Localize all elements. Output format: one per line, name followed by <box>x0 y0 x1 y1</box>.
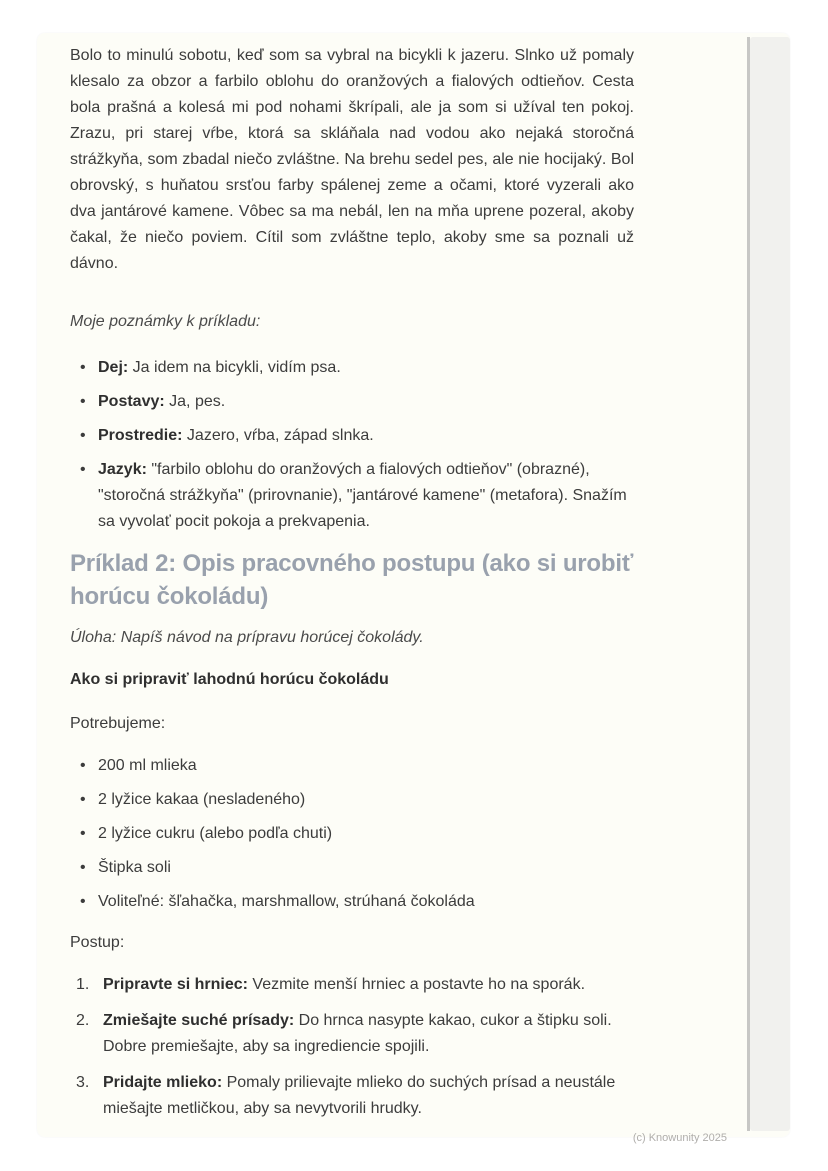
list-item: • Štipka soli <box>78 855 634 881</box>
list-item: • 2 lyžice cukru (alebo podľa chuti) <box>78 821 634 847</box>
list-item <box>76 1008 634 1060</box>
ingredients-list <box>70 753 634 915</box>
note-label: Dej: <box>98 359 129 376</box>
scrollbar-thumb[interactable] <box>747 37 750 1131</box>
note-label: Jazyk: <box>98 461 147 478</box>
note-text: Ja, pes. <box>164 393 226 410</box>
story-paragraph: Bolo to minulú sobotu, keď som sa vybral na bicykli k jazeru. Slnko už pomaly klesalo za obzor a farbilo oblohu do oranžových a fialových odtieňov. Cesta bola prašná a kolesá mi pod nohami škrípali, ale ja som si užíval ten pokoj. Zrazu, pri starej vŕbe, ktorá sa skláňala nad vodou ako nejaká storočná strážkyňa, som zbadal niečo zvláštne. Na brehu sedel pes, ale nie hocijaký. Bol obrovský, s huňatou srsťou farby spálenej zeme a očami, ktoré vyzerali ako dva jantárové kamene. Vôbec sa ma nebál, len na mňa uprene pozeral, akoby čakal, že niečo poviem. Cítil som zvláštne teplo, akoby sme sa poznali už dávno. <box>70 47 634 272</box>
document-content <box>70 33 634 1122</box>
ingredients-label: Potrebujeme: <box>70 715 166 732</box>
step-text: Pomaly prilievajte mlieko do suchých prísad a neustále miešajte metličkou, aby sa nevytvorili hrudky. <box>103 1074 616 1117</box>
list-item <box>78 423 634 449</box>
list-item: • 200 ml mlieka <box>78 753 634 779</box>
step-text: Do hrnca nasypte kakao, cukor a štipku soli. Dobre premiešajte, aby sa ingrediencie spojili. <box>103 1012 612 1055</box>
copyright-note: (c) Knowunity 2025 <box>632 1132 727 1144</box>
note-text: "farbilo oblohu do oranžových a fialových odtieňov" (obrazné), "storočná strážkyňa" (prirovnanie), "jantárové kamene" (metafora). Snažím sa vyvolať pocit pokoja a prekvapenia. <box>98 461 627 530</box>
note-label: Prostredie: <box>98 427 183 444</box>
list-item <box>78 355 634 381</box>
step-text: Vezmite menší hrniec a postavte ho na sporák. <box>247 976 586 993</box>
document-page <box>37 33 790 1144</box>
step-label: Pripravte si hrniec: <box>103 976 248 993</box>
task-line: Úloha: Napíš návod na prípravu horúcej čokolády. <box>70 629 424 646</box>
notes-heading: Moje poznámky k príkladu: <box>70 313 261 330</box>
section-heading: Príklad 2: Opis pracovného postupu (ako si urobiť horúcu čokoládu) <box>70 550 634 610</box>
note-text: Jazero, vŕba, západ slnka. <box>182 427 374 444</box>
step-label: Pridajte mlieko: <box>103 1074 223 1091</box>
notes-list <box>70 355 634 535</box>
recipe-title: Ako si pripraviť lahodnú horúcu čokoládu <box>70 671 389 688</box>
list-item <box>78 457 634 535</box>
list-item <box>78 389 634 415</box>
list-item: • 2 lyžice kakaa (nesladeného) <box>78 787 634 813</box>
list-item: • Voliteľné: šľahačka, marshmallow, strúhaná čokoláda <box>78 889 634 915</box>
list-item <box>76 972 634 998</box>
list-item <box>76 1070 634 1122</box>
steps-list <box>70 972 634 1122</box>
step-label: Zmiešajte suché prísady: <box>103 1012 295 1029</box>
steps-label: Postup: <box>70 934 125 951</box>
note-text: Ja idem na bicykli, vidím psa. <box>128 359 341 376</box>
note-label: Postavy: <box>98 393 165 410</box>
scrollbar-track[interactable] <box>750 37 790 1131</box>
